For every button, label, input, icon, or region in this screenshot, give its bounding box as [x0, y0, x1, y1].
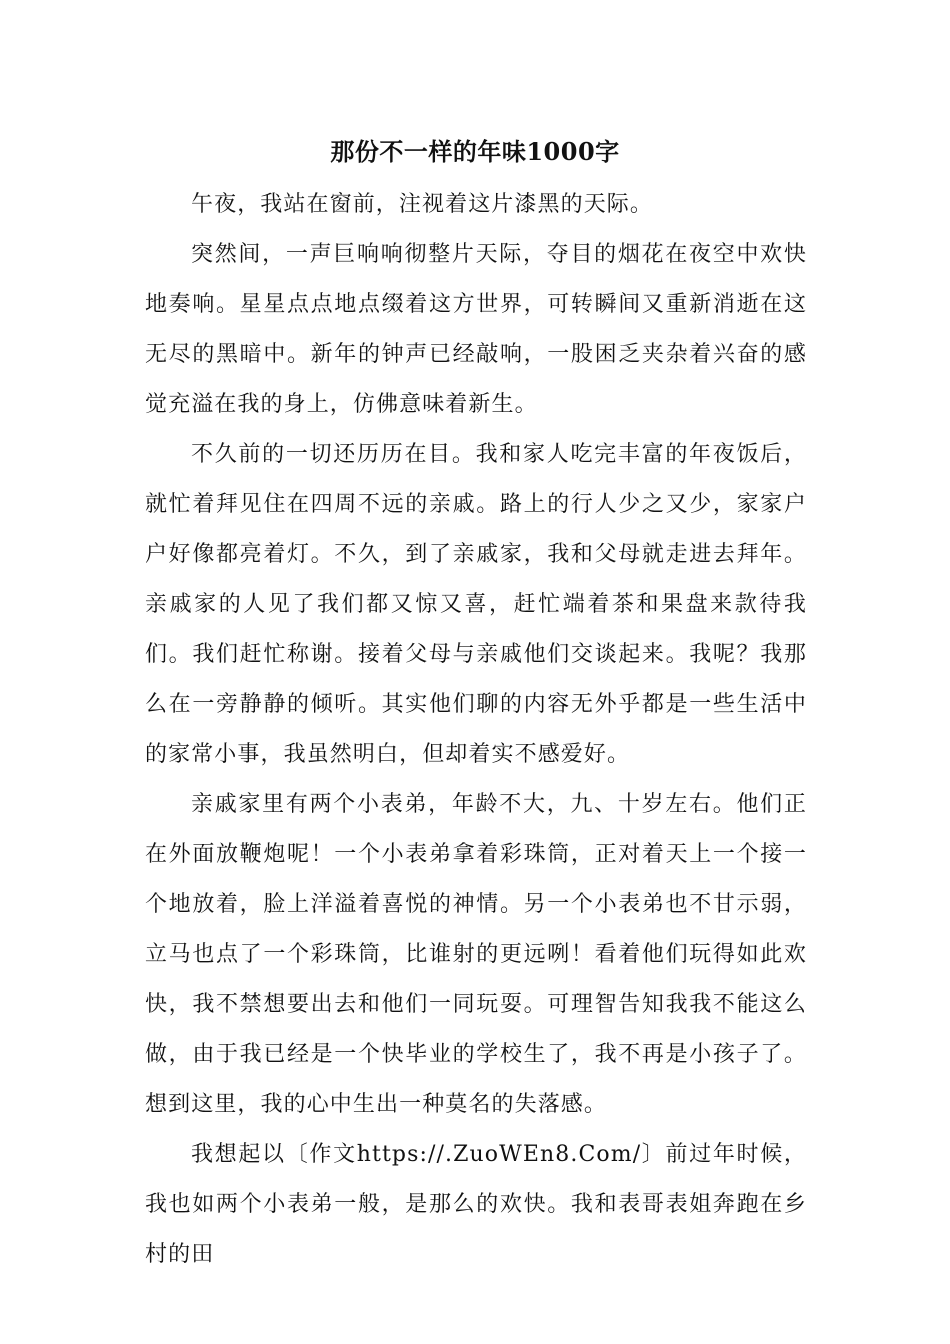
document-body: [145, 180, 807, 1280]
paragraph: 我想起以〔作文https://.ZuoWEn8.Com/〕前过年时候，我也如两个小表弟一般，是那么的欢快。我和表哥表姐奔跑在乡村的田: [145, 1142, 807, 1267]
document-title: 那份不一样的年味1000字: [330, 137, 620, 166]
paragraph: 午夜，我站在窗前，注视着这片漆黑的天际。: [191, 192, 654, 217]
paragraph: 不久前的一切还历历在目。我和家人吃完丰富的年夜饭后，就忙着拜见住在四周不远的亲戚。路上的行人少之又少，家家户户好像都亮着灯。不久，到了亲戚家，我和父母就走进去拜年。亲戚家的人见了我们都又惊又喜，赶忙端着茶和果盘来款待我们。我们赶忙称谢。接着父母与亲戚他们交谈起来。我呢？我那么在一旁静静的倾听。其实他们聊的内容无外乎都是一些生活中的家常小事，我虽然明白，但却着实不感爱好。: [145, 442, 807, 767]
paragraph: 亲戚家里有两个小表弟，年龄不大，九、十岁左右。他们正在外面放鞭炮呢！一个小表弟拿着彩珠筒，正对着天上一个接一个地放着，脸上洋溢着喜悦的神情。另一个小表弟也不甘示弱，立马也点了一个彩珠筒，比谁射的更远咧！看着他们玩得如此欢快，我不禁想要出去和他们一同玩耍。可理智告知我我不能这么做，由于我已经是一个快毕业的学校生了，我不再是小孩子了。想到这里，我的心中生出一种莫名的失落感。: [145, 792, 807, 1117]
paragraph: 突然间，一声巨响响彻整片天际，夺目的烟花在夜空中欢快地奏响。星星点点地点缀着这方世界，可转瞬间又重新消逝在这无尽的黑暗中。新年的钟声已经敲响，一股困乏夹杂着兴奋的感觉充溢在我的身上，仿佛意味着新生。: [145, 242, 807, 417]
